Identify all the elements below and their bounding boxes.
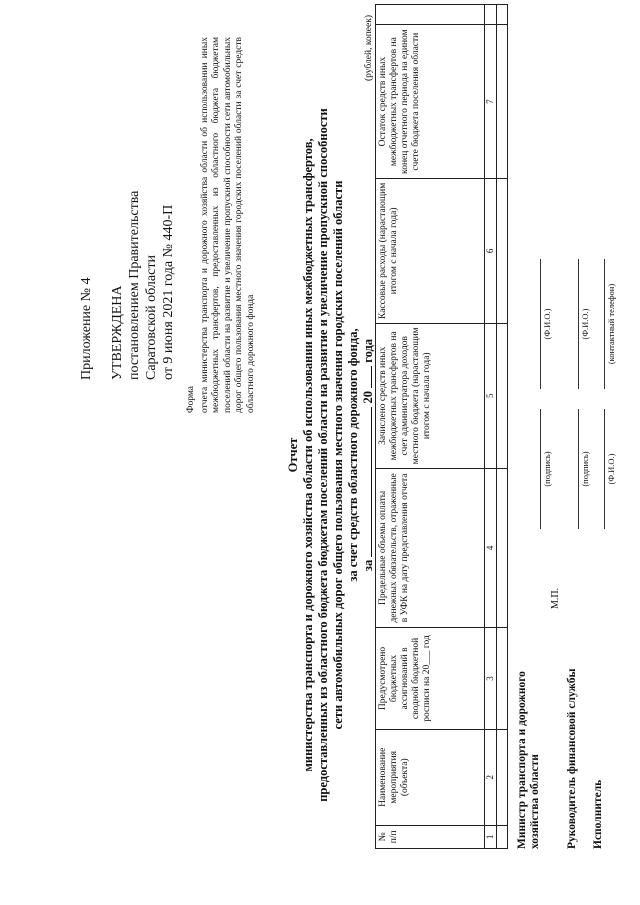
approved-line-1: постановлением Правительства [127,190,142,380]
col-number-2: 2 [485,729,497,825]
cell-1-4 [497,468,508,627]
report-table [375,4,508,849]
header-col-6: Кассовые расходы (нарастающим итогом с начала года) [376,178,485,323]
table-row [497,5,508,849]
minister-signature-caption: (подпись) [542,451,552,487]
finance-signature-line [578,409,579,529]
finance-head-role: Руководитель финансовой службы [566,668,578,849]
header-col-3: Предусмотрено бюджетных ассигнований в сводной бюджетной росписи на 20___ год [376,628,485,730]
title-line-1: министерства транспорта и дорожного хозяйства области об использовании иных межбюджетных трансфертов, [301,138,315,772]
form-description: отчета министерства транспорта и дорожного хозяйства области об использовании иных межбюджетных трансфертов, предоставленных из областного бюджета бюджетам поселений области на развитие и увеличение пропускной способности сети автомобильных дорог общего пользования местного значения городских поселений области за счет средств областного дорожного фонда [199,37,256,413]
cell-1-7 [497,25,508,179]
cell-1-6 [497,178,508,323]
title-period [361,45,376,865]
cell-1-1 [497,825,508,848]
cell-1-2 [497,729,508,825]
period-suffix: года [361,338,375,363]
stamp-label: М.П. [550,587,561,609]
period-blank-1 [361,407,372,557]
finance-name-caption: (Ф.И.О.) [580,308,590,340]
title-heading: Отчет [286,437,300,473]
appendix-block [78,20,177,380]
minister-role [516,671,542,849]
finance-signature-caption: (подпись) [580,451,590,487]
executor-name-caption: (Ф.И.О.) [606,453,616,485]
executor-phone-line [604,259,605,389]
cell-1-3 [497,628,508,730]
form-block [186,37,257,413]
minister-role-line-1: Министр транспорта и дорожного [516,671,528,849]
units-label: (рублей, копеек) [364,15,374,81]
period-prefix: за [361,559,375,572]
title-line-4: за счет средств областного дорожного фонда, [346,328,360,582]
col-number-empty [485,5,497,25]
finance-name-line [578,259,579,389]
appendix-number: Приложение № 4 [79,277,94,380]
col-number-7: 7 [485,25,497,179]
report-title [286,45,376,865]
minister-name-line [540,259,541,389]
title-line-3: сети автомобильных дорог общего пользования местного значения городских поселений области [331,180,345,730]
form-label: Форма [186,385,196,413]
executor-name-line [604,409,605,529]
title-line-2: предоставленных из областного бюджета бюджетам поселений области на развитие и увеличение пропускной способности [316,108,330,802]
approved-line-2: Саратовской области [144,255,159,380]
executor-phone-caption: (контактный телефон) [606,283,616,365]
cell-1-5 [497,323,508,468]
col-number-5: 5 [485,323,497,468]
minister-name-caption: (Ф.И.О.) [542,308,552,340]
col-number-4: 4 [485,468,497,627]
col-number-3: 3 [485,628,497,730]
header-col-5: Зачислено средств иных межбюджетных трансфертов на счет администратора доходов местного бюджета (нарастающим итогом с начала года) [376,323,485,468]
period-year: 20 [361,391,375,404]
col-number-1: 1 [485,825,497,848]
cell-1-empty [497,5,508,25]
period-blank-2 [361,366,372,388]
col-number-6: 6 [485,178,497,323]
header-col-2: Наименование мероприятия (объекта) [376,729,485,825]
column-number-row [485,5,497,849]
minister-role-line-2: хозяйства области [529,754,541,849]
header-col-empty [376,5,485,25]
table-header-row [376,5,485,849]
header-col-7: Остаток средств иных межбюджетных трансфертов на конец отчетного периода на едином счете бюджета поселения области [376,25,485,179]
approved-label: УТВЕРЖДЕНА [110,285,125,380]
executor-role: Исполнитель [592,779,604,849]
approved-line-3: от 9 июня 2021 года № 440-П [161,204,176,380]
header-col-4: Предельные объемы оплаты денежных обязательств, отраженные в УФК на дату представления отчета [376,468,485,627]
minister-signature-line [540,409,541,529]
header-col-1: № п/п [376,825,485,848]
